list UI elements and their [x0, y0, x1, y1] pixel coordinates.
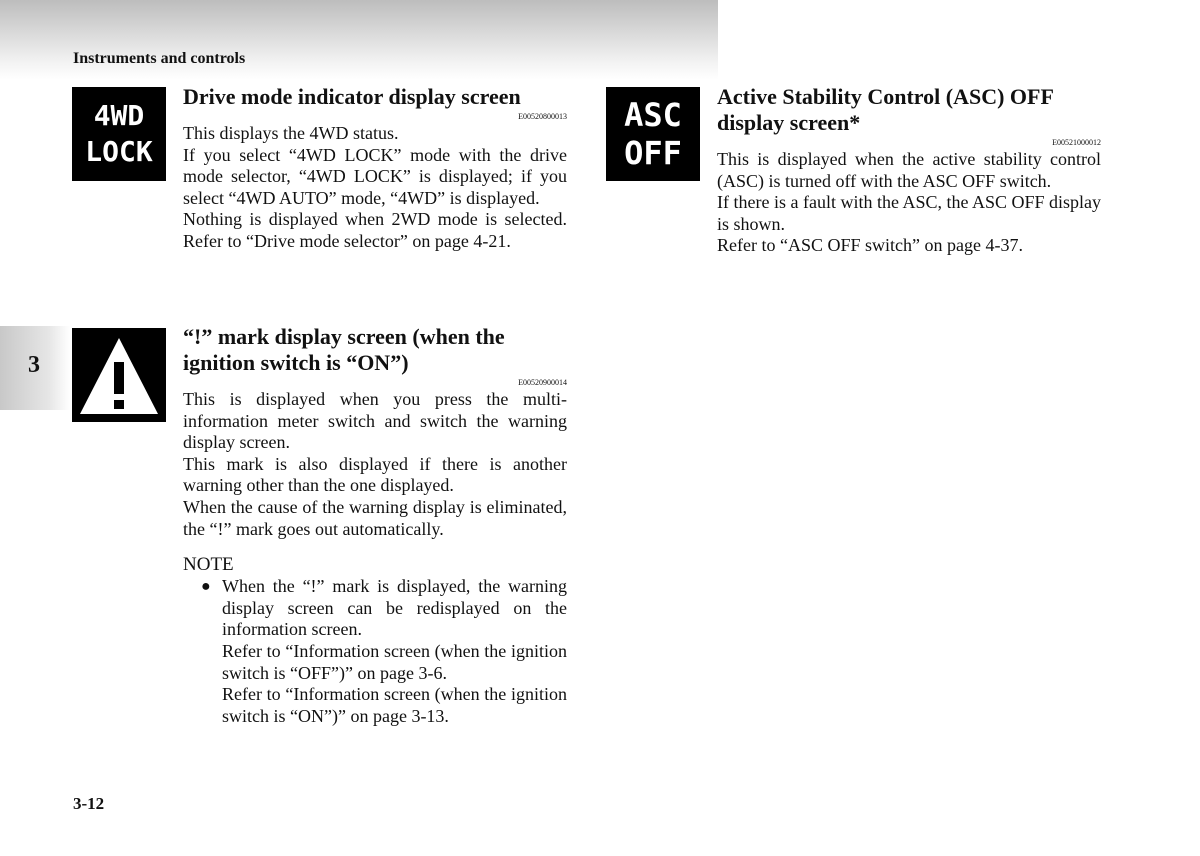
heading-line-2: display screen*: [717, 110, 861, 135]
note-paragraph: Refer to “Information screen (when the ignition switch is “ON”)” on page 3-13.: [222, 684, 567, 726]
header-band: [0, 0, 718, 80]
heading-line-1: Active Stability Control (ASC) OFF: [717, 84, 1054, 109]
document-code: E00520800013: [518, 112, 567, 121]
asc-off-display-icon: [606, 87, 700, 181]
paragraph: Nothing is displayed when 2WD mode is selected. Refer to “Drive mode selector” on page 4-21.: [183, 209, 567, 251]
document-code: E00520900014: [518, 378, 567, 387]
section-heading: [717, 84, 1101, 136]
paragraph: This is displayed when you press the multi-information meter switch and switch the warning display screen.: [183, 389, 567, 453]
paragraph: If there is a fault with the ASC, the ASC OFF display is shown.: [717, 192, 1101, 234]
warning-triangle-icon: [72, 328, 166, 422]
paragraph: Refer to “ASC OFF switch” on page 4-37.: [717, 235, 1023, 256]
section-heading: [183, 324, 567, 376]
asc-off-section: [717, 84, 1101, 257]
chapter-number: 3: [28, 352, 40, 378]
drive-mode-section: [183, 84, 567, 253]
icon-text-off: OFF: [624, 134, 682, 172]
paragraph: This displays the 4WD status.: [183, 123, 399, 143]
note-heading: NOTE: [183, 554, 234, 576]
icon-text-lock: LOCK: [85, 135, 153, 168]
paragraph: When the cause of the warning display is eliminated, the “!” mark goes out automatically.: [183, 496, 567, 539]
warning-mark-icon: [72, 328, 166, 422]
4wd-lock-display-icon: [72, 87, 166, 181]
running-header: Instruments and controls: [73, 50, 246, 67]
note-paragraph: Refer to “Information screen (when the ignition switch is “OFF”)” on page 3-6.: [222, 640, 567, 683]
icon-text-4wd: 4WD: [93, 99, 145, 132]
page-number: 3-12: [73, 794, 105, 813]
heading-line-2: ignition switch is “ON”): [183, 350, 409, 375]
document-code: E00521000012: [1052, 138, 1101, 147]
note-paragraph: When the “!” mark is displayed, the warning display screen can be redisplayed on the information screen.: [222, 576, 567, 640]
icon-text-asc: ASC: [624, 96, 682, 134]
mark-display-section: [183, 324, 567, 727]
paragraph: This is displayed when the active stability control (ASC) is turned off with the ASC OFF switch.: [717, 149, 1101, 191]
paragraph: If you select “4WD LOCK” mode with the drive mode selector, “4WD LOCK” is displayed; if you select “4WD AUTO” mode, “4WD” is displayed.: [183, 144, 567, 208]
note-item: [183, 576, 567, 727]
heading-line-1: “!” mark display screen (when the: [183, 324, 505, 349]
section-heading: Drive mode indicator display screen: [183, 84, 521, 109]
bullet-icon: ●: [201, 578, 211, 596]
paragraph: This mark is also displayed if there is another warning other than the one displayed.: [183, 453, 567, 496]
